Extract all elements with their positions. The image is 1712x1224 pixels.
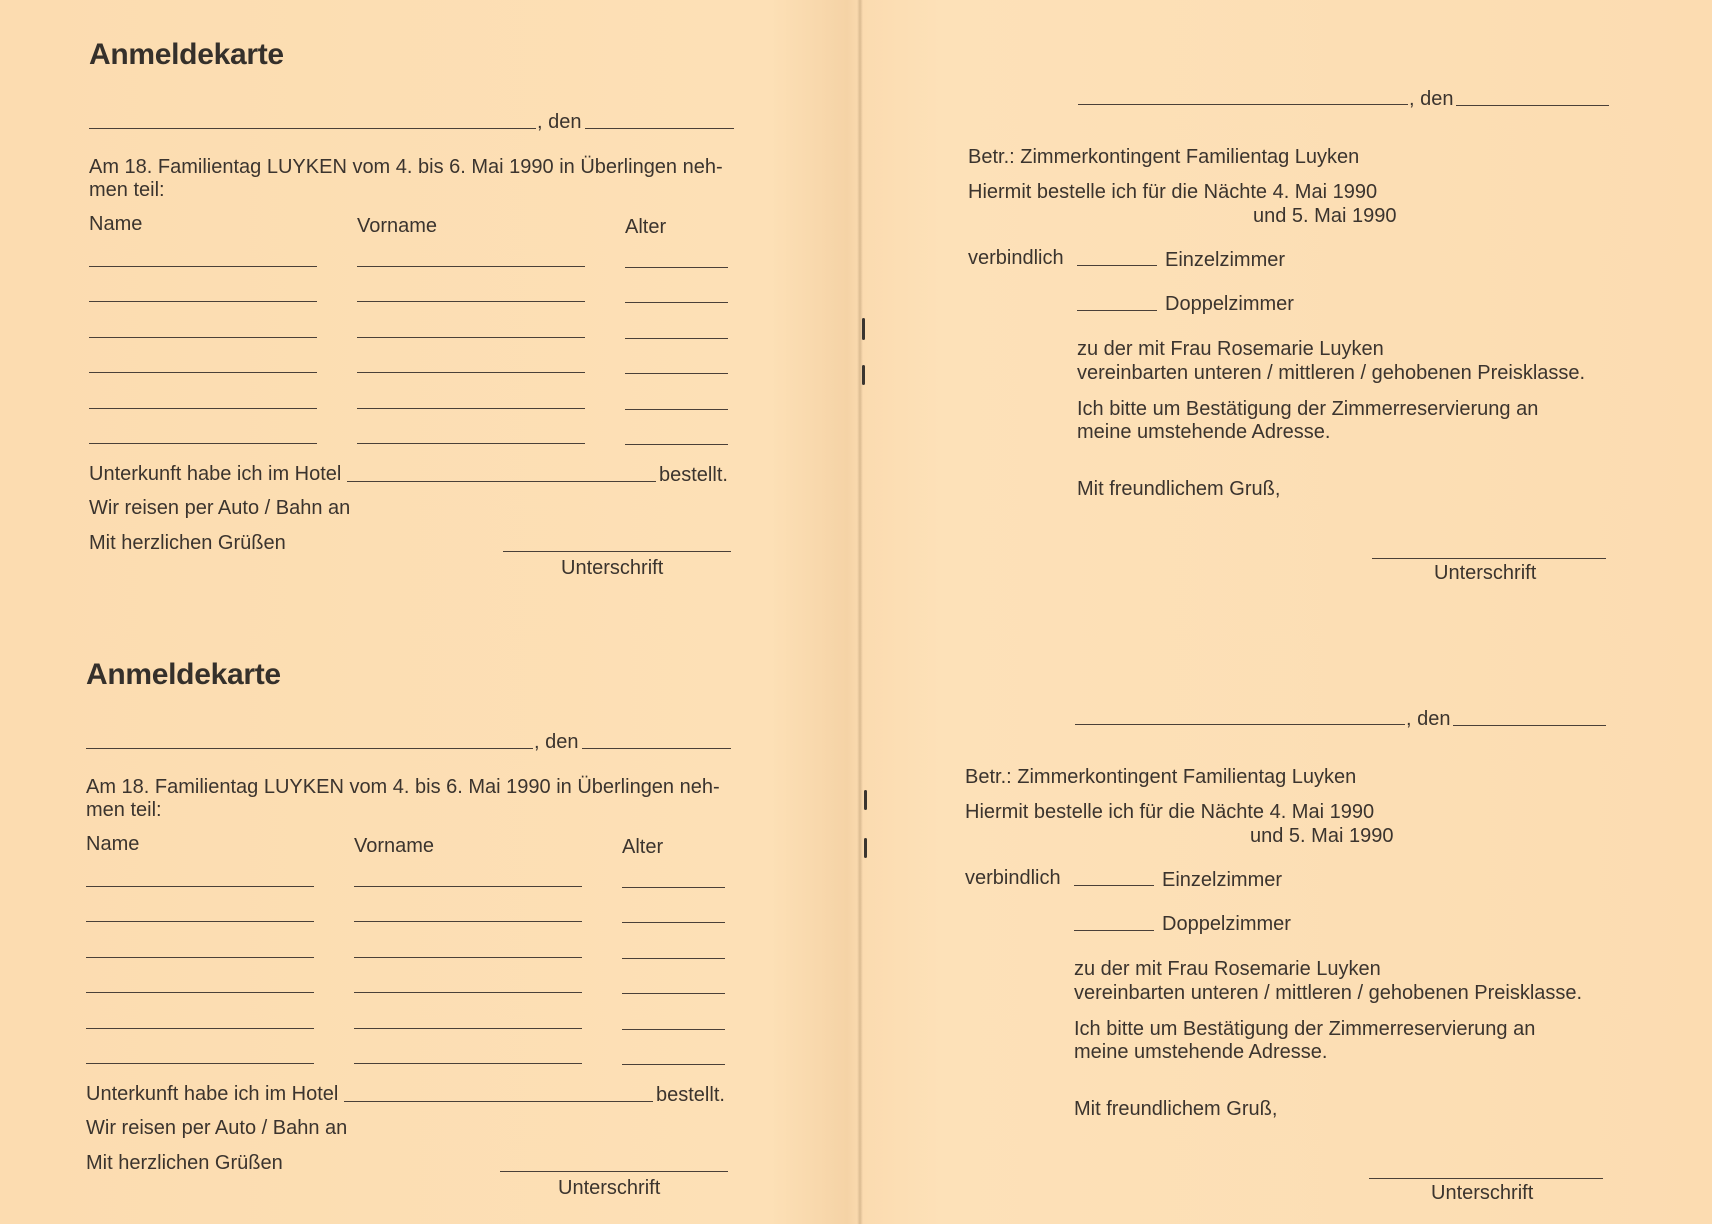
order-text: und 5. Mai 1990 — [1250, 825, 1394, 847]
price-class-text: zu der mit Frau Rosemarie Luyken — [1077, 338, 1384, 360]
intro-text: men teil: — [89, 179, 165, 201]
greeting-text: Mit freundlichem Gruß, — [1074, 1098, 1278, 1120]
den-label: , den — [1406, 708, 1451, 730]
card-title: Anmeldekarte — [86, 658, 281, 691]
signature-field[interactable] — [1372, 558, 1606, 559]
doppelzimmer-count-field[interactable] — [1077, 310, 1157, 311]
signature-field[interactable] — [503, 551, 731, 552]
vorname-field[interactable] — [354, 992, 582, 993]
doppelzimmer-count-field[interactable] — [1074, 930, 1154, 931]
hotel-field[interactable] — [344, 1101, 653, 1102]
alter-field[interactable] — [625, 373, 728, 374]
vorname-field[interactable] — [357, 266, 585, 267]
alter-field[interactable] — [622, 887, 725, 888]
vorname-field[interactable] — [354, 886, 582, 887]
name-field[interactable] — [86, 992, 314, 993]
alter-field[interactable] — [625, 338, 728, 339]
intro-text: Am 18. Familientag LUYKEN vom 4. bis 6. Mai 1990 in Überlingen neh- — [86, 776, 720, 798]
name-field[interactable] — [89, 266, 317, 267]
vorname-field[interactable] — [357, 408, 585, 409]
travel-text: Wir reisen per Auto / Bahn an — [89, 497, 351, 519]
vorname-field[interactable] — [357, 372, 585, 373]
unterkunft-label: Unterkunft habe ich im Hotel — [86, 1083, 339, 1105]
travel-text: Wir reisen per Auto / Bahn an — [86, 1117, 348, 1139]
name-column-header: Name — [89, 213, 143, 235]
verbindlich-label: verbindlich — [965, 867, 1061, 889]
alter-column-header: Alter — [625, 216, 667, 238]
confirmation-text: Ich bitte um Bestätigung der Zimmerreservierung an — [1077, 398, 1539, 420]
hotel-field[interactable] — [347, 481, 656, 482]
order-text: Hiermit bestelle ich für die Nächte 4. Mai 1990 — [965, 801, 1375, 823]
date-field[interactable] — [585, 128, 734, 129]
einzelzimmer-count-field[interactable] — [1074, 885, 1154, 886]
den-label: , den — [537, 111, 582, 133]
date-field[interactable] — [1453, 725, 1606, 726]
vorname-field[interactable] — [357, 443, 585, 444]
name-field[interactable] — [86, 1028, 314, 1029]
center-fold — [857, 0, 863, 1224]
einzelzimmer-count-field[interactable] — [1077, 265, 1157, 266]
name-field[interactable] — [86, 1063, 314, 1064]
vorname-column-header: Vorname — [357, 215, 438, 237]
price-class-text: vereinbarten unteren / mittleren / gehobenen Preisklasse. — [1077, 362, 1586, 384]
doppelzimmer-label: Doppelzimmer — [1165, 293, 1294, 315]
intro-text: Am 18. Familientag LUYKEN vom 4. bis 6. Mai 1990 in Überlingen neh- — [89, 156, 723, 178]
date-field[interactable] — [582, 748, 731, 749]
order-text: Hiermit bestelle ich für die Nächte 4. Mai 1990 — [968, 181, 1378, 203]
vorname-field[interactable] — [357, 337, 585, 338]
bestellt-label: bestellt. — [659, 464, 728, 486]
name-column-header: Name — [86, 833, 140, 855]
greeting-text: Mit herzlichen Grüßen — [89, 532, 286, 554]
vorname-field[interactable] — [354, 921, 582, 922]
signature-field[interactable] — [1369, 1178, 1603, 1179]
unterkunft-label: Unterkunft habe ich im Hotel — [89, 463, 342, 485]
alter-field[interactable] — [625, 409, 728, 410]
doppelzimmer-label: Doppelzimmer — [1162, 913, 1291, 935]
einzelzimmer-label: Einzelzimmer — [1162, 869, 1283, 891]
alter-field[interactable] — [622, 1029, 725, 1030]
name-field[interactable] — [86, 921, 314, 922]
binding-stitch — [864, 790, 867, 810]
subject-text: Betr.: Zimmerkontingent Familientag Luyken — [968, 146, 1360, 168]
vorname-column-header: Vorname — [354, 835, 435, 857]
name-field[interactable] — [89, 337, 317, 338]
subject-text: Betr.: Zimmerkontingent Familientag Luyken — [965, 766, 1357, 788]
name-field[interactable] — [89, 408, 317, 409]
name-field[interactable] — [89, 301, 317, 302]
place-field[interactable] — [86, 748, 533, 749]
date-field[interactable] — [1456, 105, 1609, 106]
alter-field[interactable] — [625, 267, 728, 268]
alter-field[interactable] — [622, 1064, 725, 1065]
alter-field[interactable] — [622, 922, 725, 923]
alter-field[interactable] — [625, 444, 728, 445]
greeting-text: Mit freundlichem Gruß, — [1077, 478, 1281, 500]
vorname-field[interactable] — [354, 957, 582, 958]
einzelzimmer-label: Einzelzimmer — [1165, 249, 1286, 271]
vorname-field[interactable] — [354, 1063, 582, 1064]
alter-field[interactable] — [622, 993, 725, 994]
name-field[interactable] — [86, 886, 314, 887]
alter-field[interactable] — [625, 302, 728, 303]
name-field[interactable] — [86, 957, 314, 958]
vorname-field[interactable] — [354, 1028, 582, 1029]
binding-stitch — [862, 318, 865, 340]
confirmation-text: Ich bitte um Bestätigung der Zimmerreservierung an — [1074, 1018, 1536, 1040]
card-title: Anmeldekarte — [89, 38, 284, 71]
alter-field[interactable] — [622, 958, 725, 959]
binding-stitch — [862, 365, 865, 385]
name-field[interactable] — [89, 372, 317, 373]
binding-stitch — [864, 838, 867, 858]
den-label: , den — [1409, 88, 1454, 110]
signature-label: Unterschrift — [1434, 562, 1537, 584]
intro-text: men teil: — [86, 799, 162, 821]
price-class-text: vereinbarten unteren / mittleren / gehobenen Preisklasse. — [1074, 982, 1583, 1004]
name-field[interactable] — [89, 443, 317, 444]
den-label: , den — [534, 731, 579, 753]
place-field[interactable] — [1075, 724, 1405, 725]
order-text: und 5. Mai 1990 — [1253, 205, 1397, 227]
price-class-text: zu der mit Frau Rosemarie Luyken — [1074, 958, 1381, 980]
alter-column-header: Alter — [622, 836, 664, 858]
confirmation-text: meine umstehende Adresse. — [1074, 1041, 1328, 1063]
signature-field[interactable] — [500, 1171, 728, 1172]
vorname-field[interactable] — [357, 301, 585, 302]
bestellt-label: bestellt. — [656, 1084, 725, 1106]
place-field[interactable] — [1078, 104, 1408, 105]
signature-label: Unterschrift — [1431, 1182, 1534, 1204]
signature-label: Unterschrift — [561, 557, 664, 579]
greeting-text: Mit herzlichen Grüßen — [86, 1152, 283, 1174]
verbindlich-label: verbindlich — [968, 247, 1064, 269]
confirmation-text: meine umstehende Adresse. — [1077, 421, 1331, 443]
place-field[interactable] — [89, 128, 536, 129]
signature-label: Unterschrift — [558, 1177, 661, 1199]
